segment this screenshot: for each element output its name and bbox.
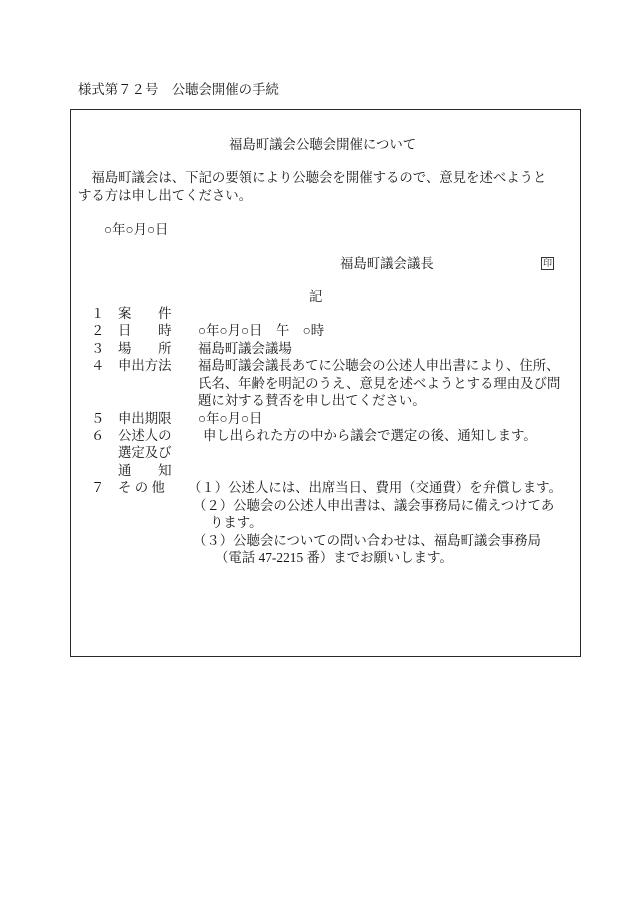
item-list — [71, 305, 580, 566]
item-label-line: 日 時 — [118, 323, 172, 339]
item-content — [198, 340, 580, 357]
item-label-line: 申出方法 — [118, 358, 172, 374]
ki-heading: 記 — [309, 289, 323, 304]
item-content — [188, 479, 580, 566]
list-item — [71, 305, 580, 322]
list-item — [71, 357, 580, 409]
item-number: １ — [91, 306, 105, 321]
item-content — [198, 410, 580, 427]
item-label — [118, 357, 198, 409]
list-item — [71, 340, 580, 357]
list-item — [71, 479, 580, 566]
item-label — [118, 427, 198, 479]
notice-title: 福島町議会公聴会開催について — [229, 137, 417, 152]
item-label — [118, 305, 198, 322]
seal-mark: 印 — [542, 258, 552, 268]
item-number: ５ — [91, 410, 105, 426]
item-content-line: ○年○月○日 — [198, 410, 263, 426]
item-number: ４ — [91, 358, 105, 374]
form-number-label: 様式第７２号 公聴会開催の手続 — [78, 82, 279, 97]
item-content-line: ○年○月○日 午 ○時 — [198, 323, 325, 339]
item-number: ６ — [91, 428, 105, 444]
item-content-line: （３）公聴会についての問い合わせは、福島町議会事務局 — [193, 532, 541, 548]
intro-line: 福島町議会は、下記の要領により公聴会を開催するので、意見を述べようと — [78, 170, 547, 185]
list-item — [71, 427, 580, 479]
item-label — [118, 410, 198, 427]
item-content-line: ります。 — [210, 515, 263, 531]
item-content-line: 福島町議会議長あてに公聴会の公述人申出書により、住所、 — [198, 358, 560, 374]
item-content — [198, 357, 580, 409]
item-content — [198, 322, 580, 339]
item-label — [118, 322, 198, 339]
item-label-line: 案 件 — [118, 306, 172, 321]
item-content-line: 申し出られた方の中から議会で選定の後、通知します。 — [203, 428, 537, 444]
item-label-line: 場 所 — [118, 340, 172, 356]
item-content-line: 題に対する賛否を申し出てください。 — [198, 393, 426, 409]
notice-box — [70, 109, 581, 657]
item-label-line: 通 知 — [118, 462, 172, 478]
list-item — [71, 322, 580, 339]
item-content — [198, 427, 580, 479]
item-number: ２ — [91, 323, 105, 339]
signatory: 福島町議会議長 — [340, 256, 434, 271]
intro-line: する方は申し出てください。 — [78, 188, 253, 203]
item-label-line: そ の 他 — [118, 480, 165, 496]
item-content-line: （１）公述人には、出席当日、費用（交通費）を弁償します。 — [188, 480, 562, 496]
item-content — [198, 305, 580, 322]
item-label-line: 公述人の — [118, 428, 172, 444]
notice-date: ○年○月○日 — [104, 222, 169, 237]
item-number: ３ — [91, 340, 105, 356]
item-content-line: （電話 47-2215 番）までお願いします。 — [215, 549, 453, 565]
item-content-line: 福島町議会議場 — [198, 340, 292, 356]
item-number: ７ — [91, 480, 105, 496]
item-label — [118, 340, 198, 357]
item-label-line: 申出期限 — [118, 410, 172, 426]
item-label — [118, 479, 198, 566]
item-content-line: 氏名、年齢を明記のうえ、意見を述べようとする理由及び問 — [198, 375, 561, 391]
list-item — [71, 410, 580, 427]
item-content-line: （２）公聴会の公述人申出書は、議会事務局に備えつけてあ — [193, 497, 555, 513]
item-label-line: 選定及び — [118, 445, 172, 461]
